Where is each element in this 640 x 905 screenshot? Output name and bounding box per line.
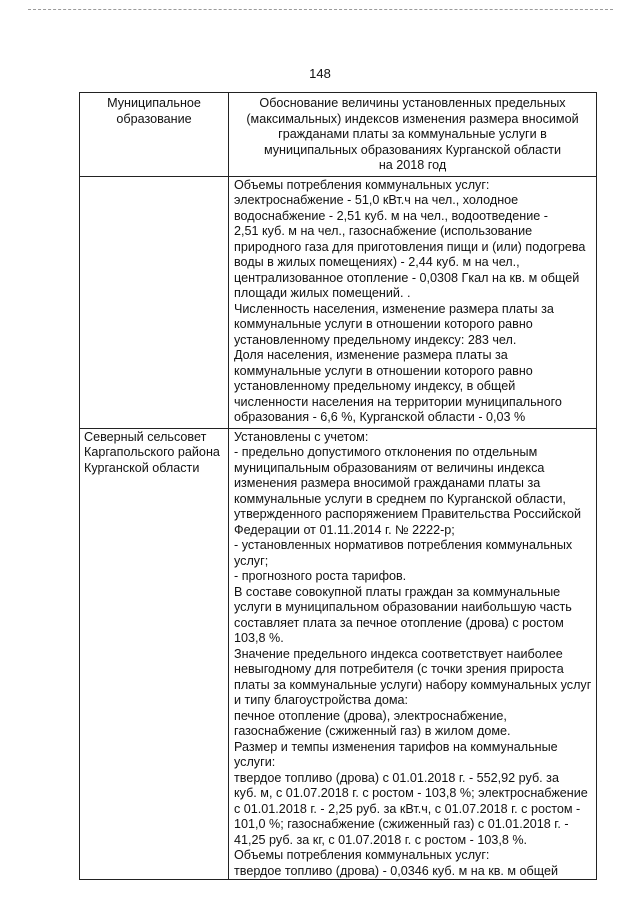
header-municipality-text bbox=[84, 96, 224, 127]
text-line: Северный сельсовет bbox=[84, 429, 207, 444]
table-row bbox=[80, 176, 597, 428]
header-municipality-cell bbox=[80, 93, 229, 177]
text-line: 101,0 %; газоснабжение (сжиженный газ) с 01.01.2018 г. - bbox=[234, 817, 569, 831]
text-line: численности населения на территории муниципального bbox=[234, 394, 562, 409]
text-line: твердое топливо (дрова) с 01.01.2018 г. - 552,92 руб. за bbox=[234, 770, 559, 785]
text-line: муниципальных образованиях Курганской области bbox=[263, 142, 562, 157]
text-line: Объемы потребления коммунальных услуг: bbox=[234, 177, 490, 192]
text-line: образование bbox=[116, 111, 192, 126]
text-line: электроснабжение - 51,0 кВт.ч на чел., холодное bbox=[234, 193, 519, 207]
text-line: Объемы потребления коммунальных услуг: bbox=[234, 848, 490, 862]
text-line: составляет плата за печное отопление (дрова) с ростом bbox=[234, 615, 564, 630]
text-line: Курганской области bbox=[84, 460, 200, 475]
text-line: Каргапольского района bbox=[84, 445, 220, 459]
text-line: платы за коммунальные услуги) набору коммунальных услуг bbox=[234, 677, 592, 692]
table-header-row bbox=[80, 93, 597, 177]
header-justification-text bbox=[235, 96, 590, 174]
text-line: (максимальных) индексов изменения размера вносимой bbox=[246, 111, 579, 126]
text-line: коммунальные услуги в отношении которого равно bbox=[234, 363, 533, 378]
text-line: 41,25 руб. за кг, с 01.07.2018 г. с ростом - 103,8 %. bbox=[234, 832, 528, 847]
text-line: и типу благоустройства дома: bbox=[234, 693, 409, 707]
text-line: муниципальным образованиям от величины индекса bbox=[234, 460, 545, 475]
text-line: гражданами платы за коммунальные услуги в bbox=[278, 127, 547, 141]
text-line: Муниципальное bbox=[107, 96, 201, 110]
page-number: 148 bbox=[309, 66, 331, 81]
text-line: с 01.01.2018 г. - 2,25 руб. за кВт.ч, с 01.07.2018 г. с ростом - bbox=[234, 801, 581, 816]
text-line: - прогнозного роста тарифов. bbox=[234, 569, 407, 583]
justification-text bbox=[234, 430, 591, 880]
text-line: 2,51 куб. м на чел., газоснабжение (использование bbox=[234, 224, 533, 238]
table-row bbox=[80, 428, 597, 880]
tariff-justification-table bbox=[79, 92, 597, 880]
text-line: В составе совокупной платы граждан за коммунальные bbox=[234, 584, 561, 599]
text-line: услуг; bbox=[234, 553, 269, 568]
text-line: природного газа для приготовления пищи и (или) подогрева bbox=[234, 239, 586, 254]
text-line: водоснабжение - 2,51 куб. м на чел., водоотведение - bbox=[234, 208, 548, 223]
text-line: услуги в муниципальном образовании наибольшую часть bbox=[234, 600, 572, 614]
municipality-text bbox=[84, 430, 224, 477]
text-line: изменения размера вносимой гражданами платы за bbox=[234, 476, 541, 490]
text-line: Доля населения, изменение размера платы за bbox=[234, 348, 508, 362]
text-line: Значение предельного индекса соответствует наиболее bbox=[234, 646, 563, 661]
text-line: услуги: bbox=[234, 755, 276, 769]
justification-cell bbox=[229, 176, 597, 428]
text-line: Федерации от 01.11.2014 г. № 2222-р; bbox=[234, 522, 455, 537]
text-line: Установлены с учетом: bbox=[234, 429, 369, 444]
text-line: коммунальные услуги в отношении которого равно bbox=[234, 317, 533, 331]
text-line: печное отопление (дрова), электроснабжение, bbox=[234, 708, 507, 723]
text-line: утвержденного распоряжением Правительства Российской bbox=[234, 507, 582, 521]
scan-artifact-line bbox=[28, 9, 613, 10]
text-line: централизованное отопление - 0,0308 Гкал на кв. м общей bbox=[234, 270, 580, 285]
text-line: - установленных нормативов потребления коммунальных bbox=[234, 538, 573, 552]
text-line: - предельно допустимого отклонения по отдельным bbox=[234, 445, 538, 459]
municipality-cell bbox=[80, 428, 229, 880]
text-line: площади жилых помещений. . bbox=[234, 286, 411, 300]
text-line: коммунальные услуги в среднем по Курганской области, bbox=[234, 491, 566, 506]
text-line: образования - 6,6 %, Курганской области - 0,03 % bbox=[234, 410, 526, 424]
municipality-cell bbox=[80, 176, 229, 428]
text-line: твердое топливо (дрова) - 0,0346 куб. м на кв. м общей bbox=[234, 863, 559, 878]
text-line: воды в жилых помещениях) - 2,44 куб. м на чел., bbox=[234, 255, 520, 269]
header-justification-cell bbox=[229, 93, 597, 177]
text-line: установленному предельному индексу, в общей bbox=[234, 379, 516, 393]
text-line: Обоснование величины установленных предельных bbox=[259, 96, 566, 110]
text-line: Численность населения, изменение размера платы за bbox=[234, 301, 554, 316]
text-line: Размер и темпы изменения тарифов на коммунальные bbox=[234, 739, 558, 754]
text-line: невыгодному для потребителя (с точки зрения прироста bbox=[234, 662, 564, 676]
text-line: куб. м, с 01.07.2018 г. с ростом - 103,8 %; электроснабжение bbox=[234, 786, 588, 800]
text-line: 103,8 %. bbox=[234, 631, 284, 645]
justification-text bbox=[234, 178, 591, 426]
text-line: установленному предельному индексу: 283 чел. bbox=[234, 332, 517, 347]
text-line: на 2018 год bbox=[378, 158, 447, 172]
justification-cell bbox=[229, 428, 597, 880]
text-line: газоснабжение (сжиженный газ) в жилом доме. bbox=[234, 724, 511, 738]
